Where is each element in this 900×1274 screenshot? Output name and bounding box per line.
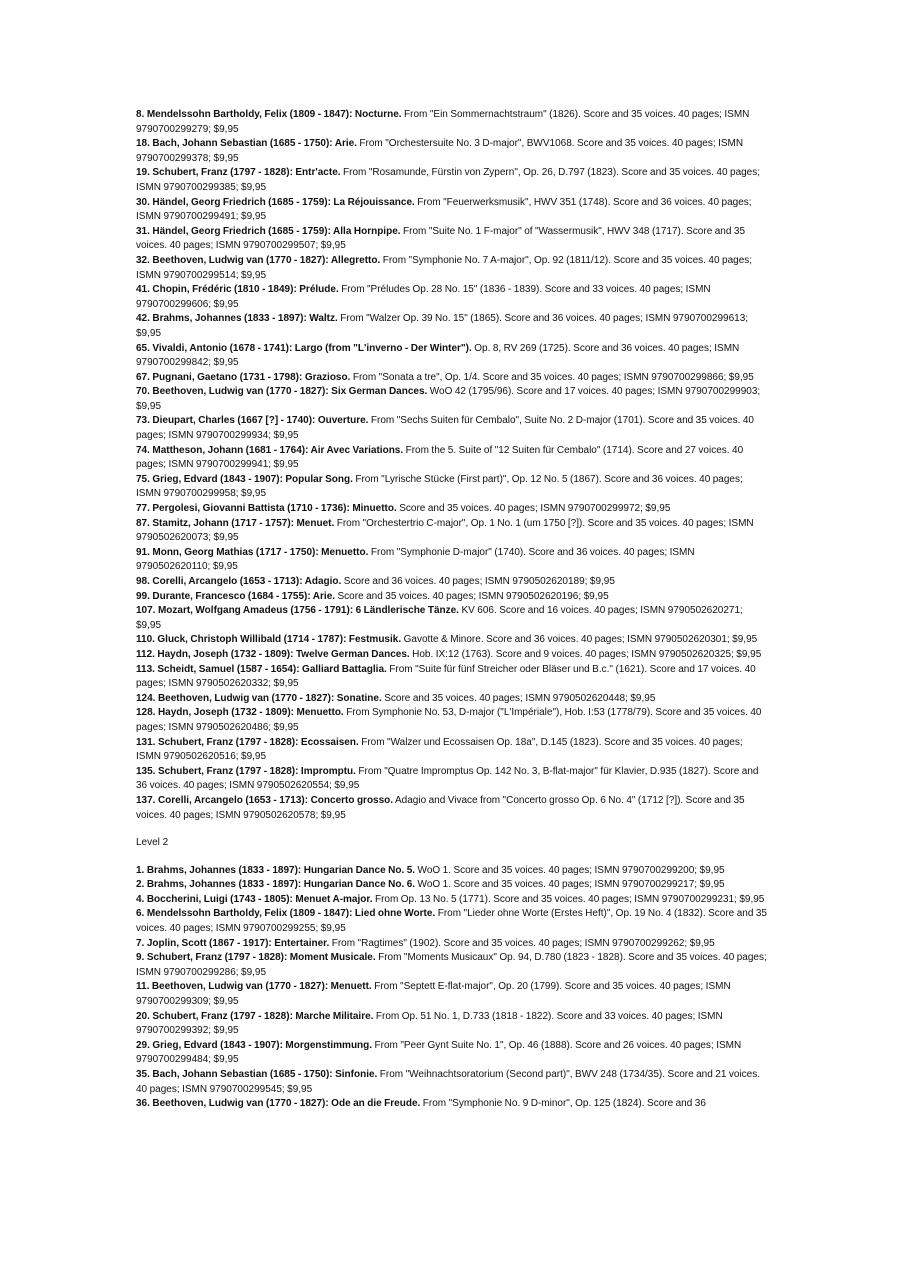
catalog-entry xyxy=(136,108,768,137)
entry-details: Gavotte & Minore. Score and 36 voices. 40 pages; ISMN 9790502620301; $9,95 xyxy=(401,634,758,646)
entry-title: 42. Brahms, Johannes (1833 - 1897): Waltz. xyxy=(136,313,338,325)
entry-title: 41. Chopin, Frédéric (1810 - 1849): Prélude. xyxy=(136,284,339,296)
entry-details: From "Symphonie No. 7 A-major", Op. 92 (1811/12). Score and 35 voices. 40 pages; ISMN 9790700299514; $9,95 xyxy=(136,254,753,281)
entry-title: 98. Corelli, Arcangelo (1653 - 1713): Adagio. xyxy=(136,576,342,587)
entry-details: From "Weihnachtsoratorium (Second part)", BWV 248 (1734/35). Score and 21 voices. 40 pages; ISMN 9790700299545; $9,95 xyxy=(136,1069,761,1095)
entry-title: 35. Bach, Johann Sebastian (1685 - 1750): Sinfonie. xyxy=(136,1069,378,1080)
entry-title: 31. Händel, Georg Friedrich (1685 - 1759): Alla Hornpipe. xyxy=(136,225,401,237)
level-heading: Level 2 xyxy=(136,837,169,849)
catalog-entry xyxy=(136,765,768,794)
catalog-entry xyxy=(136,473,768,502)
entry-title: 19. Schubert, Franz (1797 - 1828): Entr'acte. xyxy=(136,167,341,179)
entry-title: 112. Haydn, Joseph (1732 - 1809): Twelve German Dances. xyxy=(136,648,410,660)
entry-title: 73. Dieupart, Charles (1667 [?] - 1740): Ouverture. xyxy=(136,415,369,427)
entry-title: 67. Pugnani, Gaetano (1731 - 1798): Grazioso. xyxy=(136,371,351,383)
entry-title: 29. Grieg, Edvard (1843 - 1907): Morgenstimmung. xyxy=(136,1039,373,1051)
entry-title: 110. Gluck, Christoph Willibald (1714 - 1787): Festmusik. xyxy=(136,634,402,646)
entry-details: From "Walzer und Ecossaisen Op. 18a", D.145 (1823). Score and 35 voices. 40 pages; ISMN 9790502620516; $9,95 xyxy=(136,736,743,763)
entry-details: From "Ragtimes" (1902). Score and 35 voices. 40 pages; ISMN 9790700299262; $9,95 xyxy=(329,937,715,949)
entry-details: From "Suite für fünf Streicher oder Bläser und B.c." (1621). Score and 17 voices. 40 pages; ISMN 9790502620332; $9,95 xyxy=(136,663,756,690)
entry-title: 70. Beethoven, Ludwig van (1770 - 1827): Six German Dances. xyxy=(136,386,428,398)
entry-details: From "Quatre Impromptus Op. 142 No. 3, B-flat-major" für Klavier, D.935 (1827). Score and 36 voices. 40 pages; ISMN 9790502620554; $9,95 xyxy=(136,765,759,792)
entry-title: 18. Bach, Johann Sebastian (1685 - 1750): Arie. xyxy=(136,138,357,150)
entry-details: From "Walzer Op. 39 No. 15" (1865). Score and 36 voices. 40 pages; ISMN 9790700299613; $9,95 xyxy=(136,313,749,339)
catalog-entry xyxy=(136,794,768,823)
catalog-entry xyxy=(136,254,768,283)
entry-title: 8. Mendelssohn Bartholdy, Felix (1809 - 1847): Nocturne. xyxy=(136,109,402,120)
entry-details: From "Rosamunde, Fürstin von Zypern", Op. 26, D.797 (1823). Score and 35 voices. 40 pages; ISMN 9790700299385; $9,95 xyxy=(136,167,761,193)
entry-details: WoO 42 (1795/96). Score and 17 voices. 40 pages; ISMN 9790700299903; $9,95 xyxy=(136,386,761,412)
catalog-entry xyxy=(136,980,768,1009)
entry-title: 7. Joplin, Scott (1867 - 1917): Entertainer. xyxy=(136,937,330,949)
catalog-entry xyxy=(136,1097,768,1112)
entry-title: 75. Grieg, Edvard (1843 - 1907): Popular Song. xyxy=(136,473,353,485)
entry-title: 65. Vivaldi, Antonio (1678 - 1741): Largo (from "L'inverno - Der Winter"). xyxy=(136,342,472,354)
entry-title: 131. Schubert, Franz (1797 - 1828): Ecossaisen. xyxy=(136,736,359,748)
entry-details: From "Orchestersuite No. 3 D-major", BWV1068. Score and 35 voices. 40 pages; ISMN 9790700299378; $9,95 xyxy=(136,138,744,164)
catalog-entry xyxy=(136,575,768,590)
entry-details: From Symphonie No. 53, D-major ("L'Impériale"), Hob. I:53 (1778/79). Score and 35 voices. 40 pages; ISMN 9790502620486; $9,95 xyxy=(136,707,762,733)
entry-details: Hob. IX:12 (1763). Score and 9 voices. 40 pages; ISMN 9790502620325; $9,95 xyxy=(409,648,762,660)
entry-details: Score and 36 voices. 40 pages; ISMN 9790502620189; $9,95 xyxy=(341,576,615,587)
catalog-entry xyxy=(136,225,768,254)
entry-title: 124. Beethoven, Ludwig van (1770 - 1827): Sonatine. xyxy=(136,692,382,704)
catalog-entry xyxy=(136,414,768,443)
catalog-entry xyxy=(136,312,768,341)
entry-title: 137. Corelli, Arcangelo (1653 - 1713): Concerto grosso. xyxy=(136,794,394,806)
catalog-entry xyxy=(136,663,768,692)
entry-title: 77. Pergolesi, Giovanni Battista (1710 - 1736): Minuetto. xyxy=(136,503,397,515)
entry-title: 11. Beethoven, Ludwig van (1770 - 1827): Menuett. xyxy=(136,981,372,993)
entry-title: 135. Schubert, Franz (1797 - 1828): Impromptu. xyxy=(136,765,356,777)
entry-title: 99. Durante, Francesco (1684 - 1755): Arie. xyxy=(136,590,336,602)
entry-title: 4. Boccherini, Luigi (1743 - 1805): Menuet A-major. xyxy=(136,893,373,905)
entry-details: Score and 35 voices. 40 pages; ISMN 9790502620448; $9,95 xyxy=(381,692,656,704)
entry-title: 9. Schubert, Franz (1797 - 1828): Moment Musicale. xyxy=(136,952,376,964)
catalog-entry xyxy=(136,1010,768,1039)
entry-details: WoO 1. Score and 35 voices. 40 pages; ISMN 9790700299217; $9,95 xyxy=(415,879,725,891)
catalog-entry xyxy=(136,706,768,735)
catalog-entry xyxy=(136,342,768,371)
entry-title: 107. Mozart, Wolfgang Amadeus (1756 - 1791): 6 Ländlerische Tänze. xyxy=(136,605,459,617)
catalog-entry xyxy=(136,196,768,225)
catalog-entry xyxy=(136,937,768,952)
catalog-entry xyxy=(136,137,768,166)
catalog-entry xyxy=(136,604,768,633)
catalog-entry xyxy=(136,517,768,546)
entry-title: 36. Beethoven, Ludwig van (1770 - 1827): Ode an die Freude. xyxy=(136,1098,421,1110)
catalog-entry xyxy=(136,907,768,936)
entry-title: 2. Brahms, Johannes (1833 - 1897): Hungarian Dance No. 6. xyxy=(136,879,416,891)
catalog-entry xyxy=(136,444,768,473)
entry-details: From "Peer Gynt Suite No. 1", Op. 46 (1888). Score and 26 voices. 40 pages; ISMN 9790700299484; $9,95 xyxy=(136,1039,742,1066)
entry-title: 6. Mendelssohn Bartholdy, Felix (1809 - 1847): Lied ohne Worte. xyxy=(136,908,436,920)
catalog-entry xyxy=(136,1039,768,1068)
entry-title: 1. Brahms, Johannes (1833 - 1897): Hungarian Dance No. 5. xyxy=(136,864,416,876)
entry-details: From "Orchestertrio C-major", Op. 1 No. 1 (um 1750 [?]). Score and 35 voices. 40 pages; ISMN 9790502620073; $9,95 xyxy=(136,517,754,544)
catalog-entry xyxy=(136,736,768,765)
entry-details: From "Ein Sommernachtstraum" (1826). Score and 35 voices. 40 pages; ISMN 9790700299279; $9,95 xyxy=(136,109,750,135)
entry-details: From "Sonata a tre", Op. 1/4. Score and 35 voices. 40 pages; ISMN 9790700299866; $9,95 xyxy=(350,371,754,383)
entry-details: WoO 1. Score and 35 voices. 40 pages; ISMN 9790700299200; $9,95 xyxy=(415,864,725,876)
catalog-entry xyxy=(136,878,768,893)
catalog-entry xyxy=(136,893,768,908)
entry-details: Op. 8, RV 269 (1725). Score and 36 voices. 40 pages; ISMN 9790700299842; $9,95 xyxy=(136,342,740,369)
entry-title: 91. Monn, Georg Mathias (1717 - 1750): Menuetto. xyxy=(136,546,369,558)
catalog-entry xyxy=(136,385,768,414)
catalog-entry xyxy=(136,951,768,980)
catalog-entry xyxy=(136,648,768,663)
entry-details: From "Symphonie D-major" (1740). Score and 36 voices. 40 pages; ISMN 9790502620110; $9,95 xyxy=(136,546,695,573)
entry-details: From Op. 13 No. 5 (1771). Score and 35 voices. 40 pages; ISMN 9790700299231; $9,95 xyxy=(372,893,765,905)
entry-details: From "Lieder ohne Worte (Erstes Heft)", Op. 19 No. 4 (1832). Score and 35 voices. 40 pages; ISMN 9790700299255; $9,95 xyxy=(136,908,767,935)
catalog-entry xyxy=(136,864,768,879)
entry-title: 30. Händel, Georg Friedrich (1685 - 1759): La Réjouissance. xyxy=(136,196,415,208)
entry-title: 87. Stamitz, Johann (1717 - 1757): Menuet. xyxy=(136,517,335,529)
entry-details: From "Symphonie No. 9 D-minor", Op. 125 (1824). Score and 36 xyxy=(420,1098,706,1110)
entry-details: From "Sechs Suiten für Cembalo", Suite No. 2 D-major (1701). Score and 35 voices. 40 pages; ISMN 9790700299934; $9,95 xyxy=(136,415,754,442)
entry-details: Adagio and Vivace from "Concerto grosso Op. 6 No. 4" (1712 [?]). Score and 35 voices. 40 pages; ISMN 9790502620578; $9,95 xyxy=(136,794,745,821)
catalog-entry xyxy=(136,1068,768,1097)
entry-title: 20. Schubert, Franz (1797 - 1828): Marche Militaire. xyxy=(136,1010,374,1022)
entry-details: From "Moments Musicaux" Op. 94, D.780 (1823 - 1828). Score and 35 voices. 40 pages; ISMN 9790700299286; $9,95 xyxy=(136,952,767,978)
entry-details: From "Lyrische Stücke (First part)", Op. 12 No. 5 (1867). Score and 36 voices. 40 pages; ISMN 9790700299958; $9,95 xyxy=(136,473,743,500)
catalog-entry xyxy=(136,166,768,195)
entry-details: From "Feuerwerksmusik", HWV 351 (1748). Score and 36 voices. 40 pages; ISMN 9790700299491; $9,95 xyxy=(136,196,752,223)
entry-title: 74. Mattheson, Johann (1681 - 1764): Air Avec Variations. xyxy=(136,444,404,456)
catalog-entry xyxy=(136,692,768,707)
entry-details: From the 5. Suite of "12 Suiten für Cembalo" (1714). Score and 27 voices. 40 pages; ISMN 9790700299941; $9,95 xyxy=(136,444,744,471)
entry-title: 32. Beethoven, Ludwig van (1770 - 1827): Allegretto. xyxy=(136,254,381,266)
entry-details: From "Septett E-flat-major", Op. 20 (1799). Score and 35 voices. 40 pages; ISMN 9790700299309; $9,95 xyxy=(136,981,731,1008)
catalog-entry xyxy=(136,502,768,517)
catalog-entry xyxy=(136,546,768,575)
entry-details: Score and 35 voices. 40 pages; ISMN 9790700299972; $9,95 xyxy=(396,503,671,515)
catalog-entry xyxy=(136,283,768,312)
entry-details: From Op. 51 No. 1, D.733 (1818 - 1822). Score and 33 voices. 40 pages; ISMN 9790700299392; $9,95 xyxy=(136,1010,723,1037)
catalog-entry xyxy=(136,633,768,648)
catalog-entry xyxy=(136,590,768,605)
entry-title: 113. Scheidt, Samuel (1587 - 1654): Galliard Battaglia. xyxy=(136,663,387,675)
entry-details: Score and 35 voices. 40 pages; ISMN 9790502620196; $9,95 xyxy=(335,590,609,602)
catalog-entry xyxy=(136,371,768,386)
entry-details: From "Préludes Op. 28 No. 15" (1836 - 1839). Score and 33 voices. 40 pages; ISMN 9790700299606; $9,95 xyxy=(136,284,711,310)
entry-title: 128. Haydn, Joseph (1732 - 1809): Menuetto. xyxy=(136,707,344,719)
entry-details: KV 606. Score and 16 voices. 40 pages; ISMN 9790502620271; $9,95 xyxy=(136,605,743,631)
entry-details: From "Suite No. 1 F-major" of "Wassermusik", HWV 348 (1717). Score and 35 voices. 40 pages; ISMN 9790700299507; $9,95 xyxy=(136,225,746,252)
